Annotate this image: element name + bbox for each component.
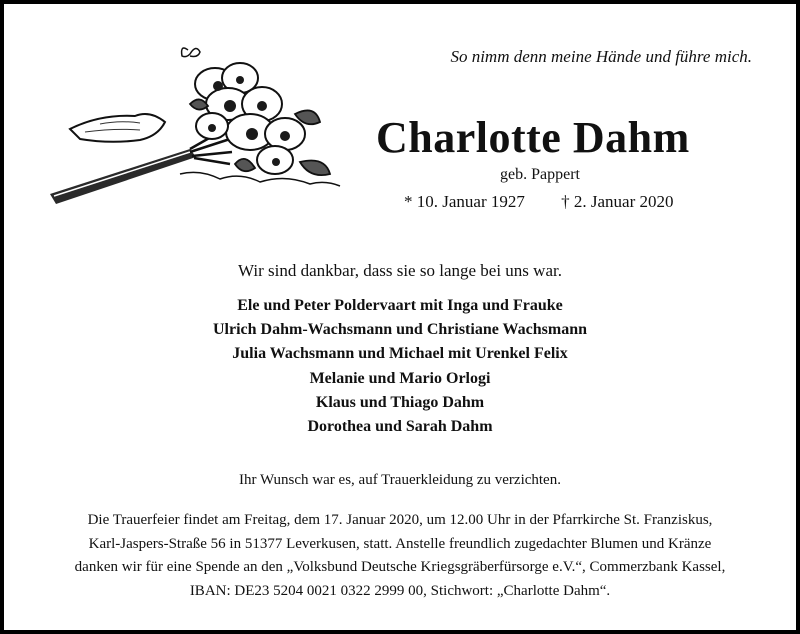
family-line: Julia Wachsmann und Michael mit Urenkel Felix bbox=[232, 345, 568, 363]
family-line: Klaus und Thiago Dahm bbox=[315, 393, 485, 411]
birth-date: * 10. Januar 1927 bbox=[404, 192, 525, 211]
family-line: Ulrich Dahm-Wachsmann und Christiane Wachsmann bbox=[213, 321, 587, 339]
service-information bbox=[4, 509, 796, 603]
death-date: † 2. Januar 2020 bbox=[561, 192, 674, 211]
motto-quote: So nimm denn meine Hände und führe mich. bbox=[450, 47, 752, 66]
thanks-line: Wir sind dankbar, dass sie so lange bei uns war. bbox=[238, 261, 562, 280]
service-line: IBAN: DE23 5204 0021 0322 2999 00, Stichwort: „Charlotte Dahm“. bbox=[189, 582, 611, 599]
maiden-name: geb. Pappert bbox=[500, 166, 580, 183]
deceased-name: Charlotte Dahm bbox=[376, 113, 690, 162]
life-dates bbox=[404, 192, 674, 212]
family-line: Dorothea und Sarah Dahm bbox=[307, 418, 493, 436]
service-line: Die Trauerfeier findet am Freitag, dem 17. Januar 2020, um 12.00 Uhr in der Pfarrkirche St. Franziskus, bbox=[87, 512, 713, 528]
dress-code-note: Ihr Wunsch war es, auf Trauerkleidung zu verzichten. bbox=[239, 472, 561, 488]
flowers-and-rake-illustration bbox=[40, 44, 350, 214]
service-line: danken wir für eine Spende an den „Volksbund Deutsche Kriegsgräberfürsorge e.V.“, Commerzbank Kassel, bbox=[74, 559, 726, 575]
family-list bbox=[4, 294, 796, 439]
service-line: Karl-Jaspers-Straße 56 in 51377 Leverkusen, statt. Anstelle freundlich zugedachter Blumen und Kränze bbox=[88, 535, 712, 552]
family-line: Melanie und Mario Orlogi bbox=[309, 369, 491, 387]
family-line: Ele und Peter Poldervaart mit Inga und Frauke bbox=[237, 297, 563, 314]
